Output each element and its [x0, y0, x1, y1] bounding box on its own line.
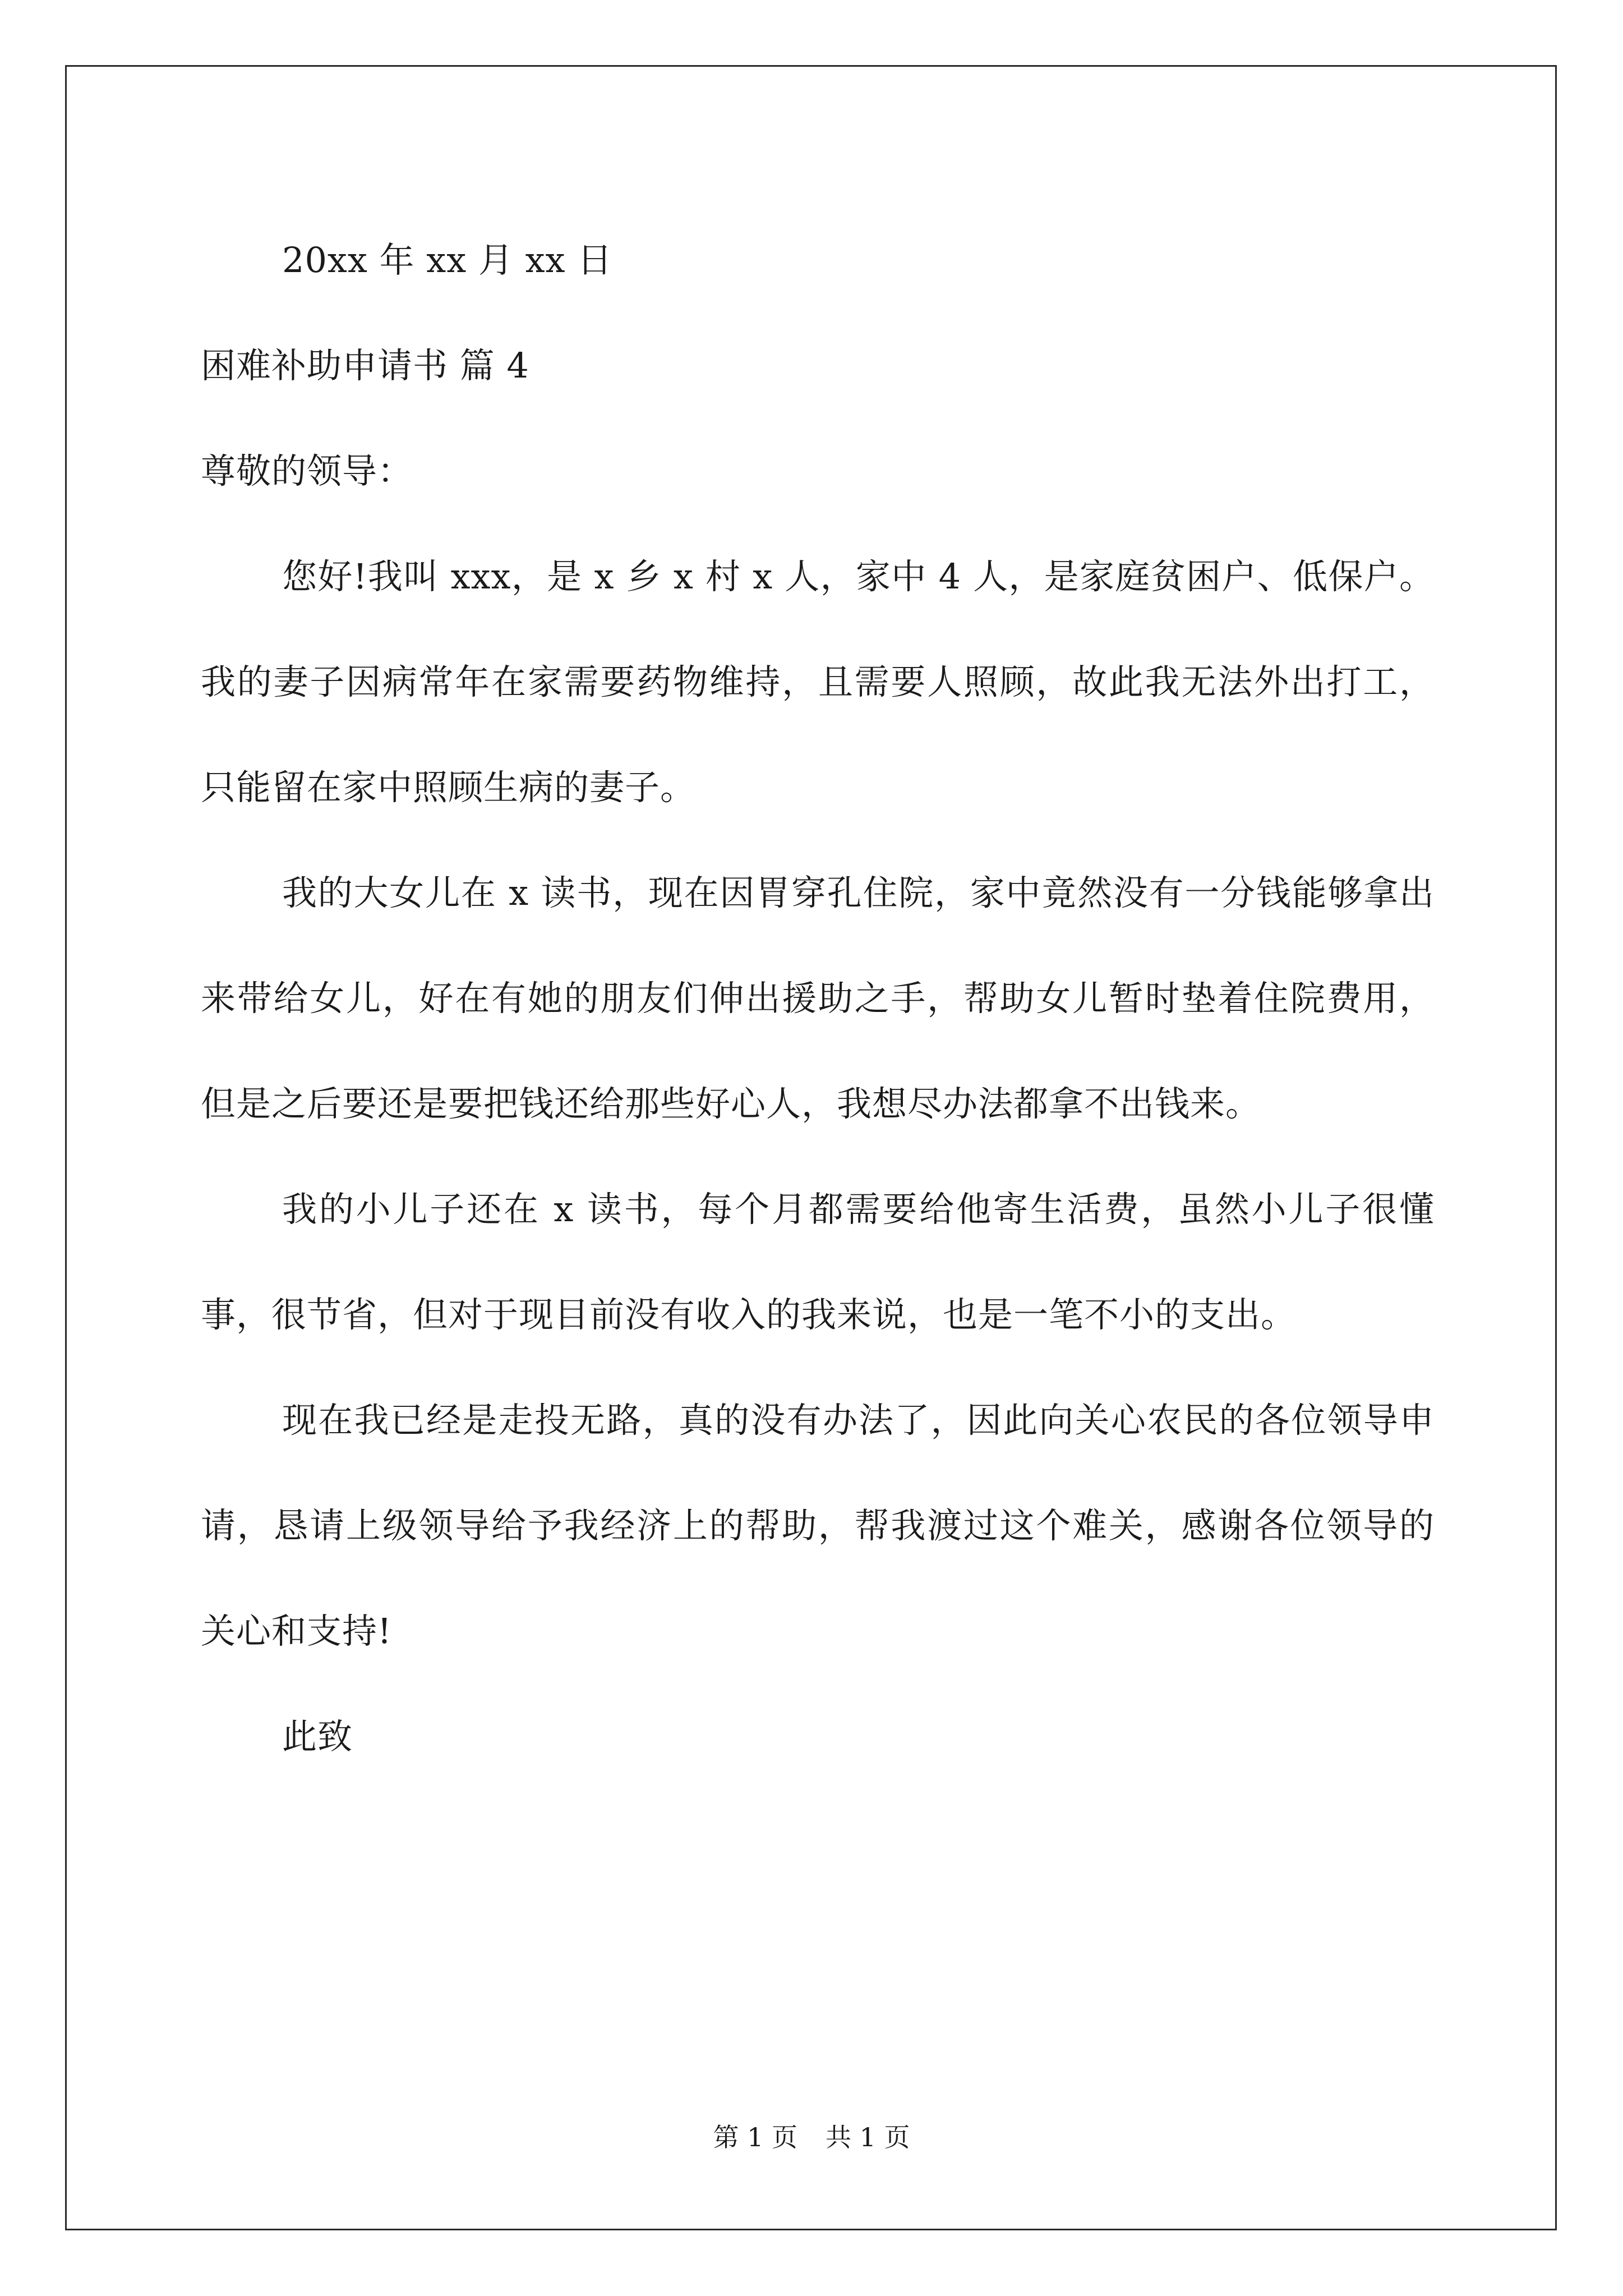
document-body: [201, 208, 1435, 1789]
paragraph-3: 我的小儿子还在 x 读书，每个月都需要给他寄生活费，虽然小儿子很懂事，很节省，但对于现目前没有收入的我来说，也是一笔不小的支出。: [201, 1189, 1435, 1335]
letter-closing: 此致: [282, 1716, 353, 1757]
paragraph-1: 您好!我叫 xxx，是 x 乡 x 村 x 人，家中 4 人，是家庭贫困户、低保户。 我的妻子因病常年在家需要药物维持，且需要人照顾，故此我无法外出打工，只能留在家中照顾生病的妻子。: [201, 556, 1435, 808]
paragraph-4: 现在我已经是走投无路，真的没有办法了，因此向关心农民的各位领导申请，恳请上级领导给予我经济上的帮助，帮我渡过这个难关，感谢各位领导的关心和支持!: [201, 1400, 1435, 1651]
letter-title: 困难补助申请书 篇 4: [201, 345, 529, 386]
letter-salutation: 尊敬的领导：: [201, 450, 413, 491]
letter-date: 20xx 年 xx 月 xx 日: [282, 240, 613, 280]
page-count: 共 1 页: [826, 2122, 910, 2152]
page-number: 第 1 页: [713, 2122, 797, 2152]
page-footer: [0, 2120, 1623, 2154]
paragraph-2: 我的大女儿在 x 读书，现在因胃穿孔住院，家中竟然没有一分钱能够拿出来带给女儿，好在有她的朋友们伸出援助之手，帮助女儿暂时垫着住院费用，但是之后要还是要把钱还给那些好心人，我想尽办法都拿不出钱来。: [201, 872, 1435, 1124]
